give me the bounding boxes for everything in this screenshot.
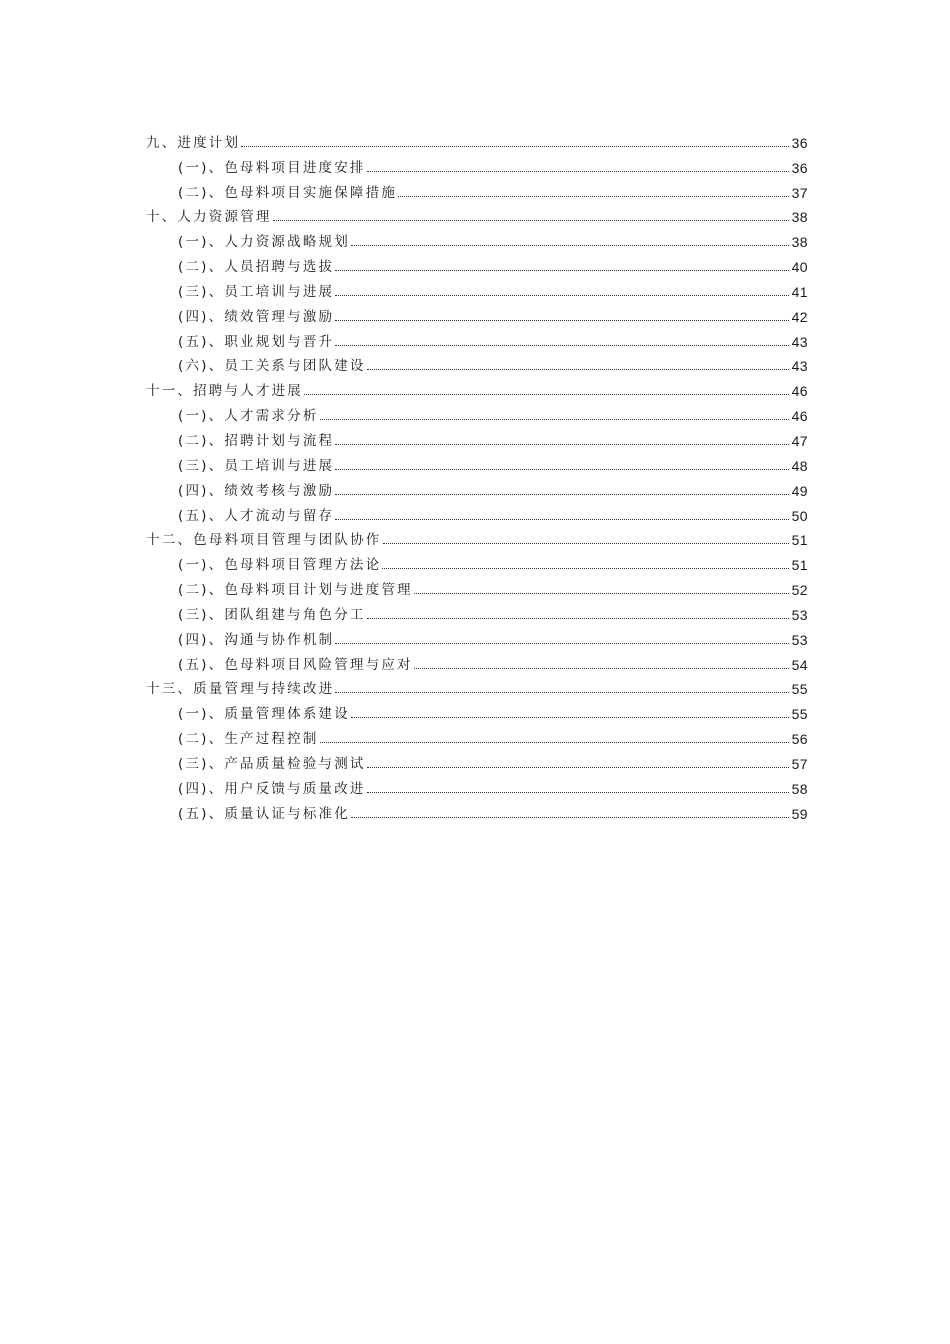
toc-page-number: 56: [791, 731, 808, 748]
toc-page-number: 38: [791, 209, 808, 226]
toc-entry-title: (五)、人才流动与留存: [178, 507, 335, 524]
toc-page-number: 42: [791, 308, 808, 325]
toc-dot-leader: [414, 593, 789, 594]
toc-section-entry[interactable]: [146, 151, 808, 176]
toc-section-entry[interactable]: [146, 648, 808, 673]
toc-dot-leader: [383, 543, 789, 544]
toc-page-number: 41: [791, 283, 808, 300]
toc-entry-title: (一)、色母料项目管理方法论: [178, 557, 382, 574]
toc-page-number: 48: [791, 457, 808, 474]
toc-chapter-entry[interactable]: [146, 524, 808, 549]
toc-section-entry[interactable]: [146, 772, 808, 797]
toc-dot-leader: [335, 320, 788, 321]
toc-entry-title: (四)、绩效考核与激励: [178, 482, 335, 499]
toc-chapter-entry[interactable]: [146, 374, 808, 399]
toc-section-entry[interactable]: [146, 300, 808, 325]
toc-entry-title: (二)、色母料项目实施保障措施: [178, 184, 398, 201]
toc-page-number: 40: [791, 259, 808, 276]
toc-section-entry[interactable]: [146, 424, 808, 449]
toc-page-number: 55: [791, 706, 808, 723]
toc-page-number: 49: [791, 482, 808, 499]
toc-chapter-entry[interactable]: [146, 201, 808, 226]
toc-section-entry[interactable]: [146, 797, 808, 822]
toc-section-entry[interactable]: [146, 399, 808, 424]
toc-entry-title: (三)、员工培训与进展: [178, 457, 335, 474]
toc-section-entry[interactable]: [146, 722, 808, 747]
toc-entry-title: (一)、色母料项目进度安排: [178, 159, 366, 176]
toc-dot-leader: [335, 270, 788, 271]
toc-entry-title: (五)、色母料项目风险管理与应对: [178, 656, 413, 673]
toc-entry-title: (一)、质量管理体系建设: [178, 706, 350, 723]
toc-section-entry[interactable]: [146, 697, 808, 722]
toc-entry-title: (一)、人力资源战略规划: [178, 234, 350, 251]
toc-section-entry[interactable]: [146, 598, 808, 623]
toc-dot-leader: [335, 295, 788, 296]
toc-page-number: 46: [791, 408, 808, 425]
toc-section-entry[interactable]: [146, 325, 808, 350]
toc-page-number: 53: [791, 606, 808, 623]
toc-page-number: 51: [791, 557, 808, 574]
toc-dot-leader: [335, 519, 788, 520]
toc-section-entry[interactable]: [146, 474, 808, 499]
toc-dot-leader: [320, 742, 789, 743]
toc-page-number: 47: [791, 432, 808, 449]
toc-entry-title: (二)、色母料项目计划与进度管理: [178, 582, 413, 599]
toc-entry-title: (一)、人才需求分析: [178, 408, 319, 425]
toc-page-number: 54: [791, 656, 808, 673]
toc-dot-leader: [351, 717, 789, 718]
toc-entry-title: (三)、产品质量检验与测试: [178, 755, 366, 772]
toc-chapter-entry[interactable]: [146, 126, 808, 151]
toc-page-number: 37: [791, 184, 808, 201]
toc-section-entry[interactable]: [146, 548, 808, 573]
toc-dot-leader: [273, 220, 789, 221]
toc-section-entry[interactable]: [146, 573, 808, 598]
toc-dot-leader: [320, 419, 789, 420]
toc-dot-leader: [335, 444, 788, 445]
toc-dot-leader: [241, 146, 788, 147]
toc-section-entry[interactable]: [146, 499, 808, 524]
toc-page-number: 43: [791, 333, 808, 350]
toc-page-number: 59: [791, 805, 808, 822]
toc-dot-leader: [335, 692, 788, 693]
toc-entry-title: (二)、人员招聘与选拔: [178, 259, 335, 276]
toc-section-entry[interactable]: [146, 176, 808, 201]
toc-dot-leader: [304, 394, 789, 395]
toc-page-number: 38: [791, 234, 808, 251]
toc-dot-leader: [335, 494, 788, 495]
toc-page-number: 43: [791, 358, 808, 375]
toc-dot-leader: [367, 618, 789, 619]
toc-entry-title: (五)、职业规划与晋升: [178, 333, 335, 350]
toc-dot-leader: [351, 817, 789, 818]
toc-entry-title: (五)、质量认证与标准化: [178, 805, 350, 822]
table-of-contents: [146, 126, 808, 822]
toc-section-entry[interactable]: [146, 275, 808, 300]
toc-chapter-entry[interactable]: [146, 673, 808, 698]
toc-section-entry[interactable]: [146, 350, 808, 375]
toc-entry-title: (三)、员工培训与进展: [178, 283, 335, 300]
toc-page-number: 36: [791, 134, 808, 151]
toc-entry-title: (四)、用户反馈与质量改进: [178, 780, 366, 797]
toc-entry-title: (四)、绩效管理与激励: [178, 308, 335, 325]
toc-entry-title: (二)、生产过程控制: [178, 731, 319, 748]
toc-dot-leader: [382, 568, 788, 569]
toc-section-entry[interactable]: [146, 623, 808, 648]
toc-page-number: 53: [791, 631, 808, 648]
toc-entry-title: (四)、沟通与协作机制: [178, 631, 335, 648]
toc-entry-title: (三)、团队组建与角色分工: [178, 606, 366, 623]
toc-entry-title: 九、进度计划: [146, 134, 241, 151]
toc-dot-leader: [414, 668, 789, 669]
toc-page-number: 58: [791, 780, 808, 797]
toc-page-number: 36: [791, 159, 808, 176]
toc-dot-leader: [335, 643, 788, 644]
toc-dot-leader: [367, 369, 789, 370]
toc-section-entry[interactable]: [146, 225, 808, 250]
toc-entry-title: 十一、招聘与人才进展: [146, 383, 303, 400]
toc-entry-title: 十三、质量管理与持续改进: [146, 681, 335, 698]
toc-page-number: 46: [791, 383, 808, 400]
toc-dot-leader: [367, 767, 789, 768]
toc-entry-title: 十二、色母料项目管理与团队协作: [146, 532, 382, 549]
toc-section-entry[interactable]: [146, 250, 808, 275]
toc-entry-title: 十、人力资源管理: [146, 209, 272, 226]
toc-dot-leader: [398, 196, 789, 197]
toc-dot-leader: [367, 171, 789, 172]
toc-page-number: 51: [791, 532, 808, 549]
toc-dot-leader: [335, 469, 788, 470]
toc-dot-leader: [351, 245, 789, 246]
toc-section-entry[interactable]: [146, 747, 808, 772]
toc-page-number: 57: [791, 755, 808, 772]
toc-dot-leader: [367, 792, 789, 793]
toc-entry-title: (二)、招聘计划与流程: [178, 432, 335, 449]
toc-page-number: 50: [791, 507, 808, 524]
toc-dot-leader: [335, 345, 788, 346]
toc-page-number: 55: [791, 681, 808, 698]
toc-section-entry[interactable]: [146, 449, 808, 474]
toc-entry-title: (六)、员工关系与团队建设: [178, 358, 366, 375]
toc-page-number: 52: [791, 582, 808, 599]
